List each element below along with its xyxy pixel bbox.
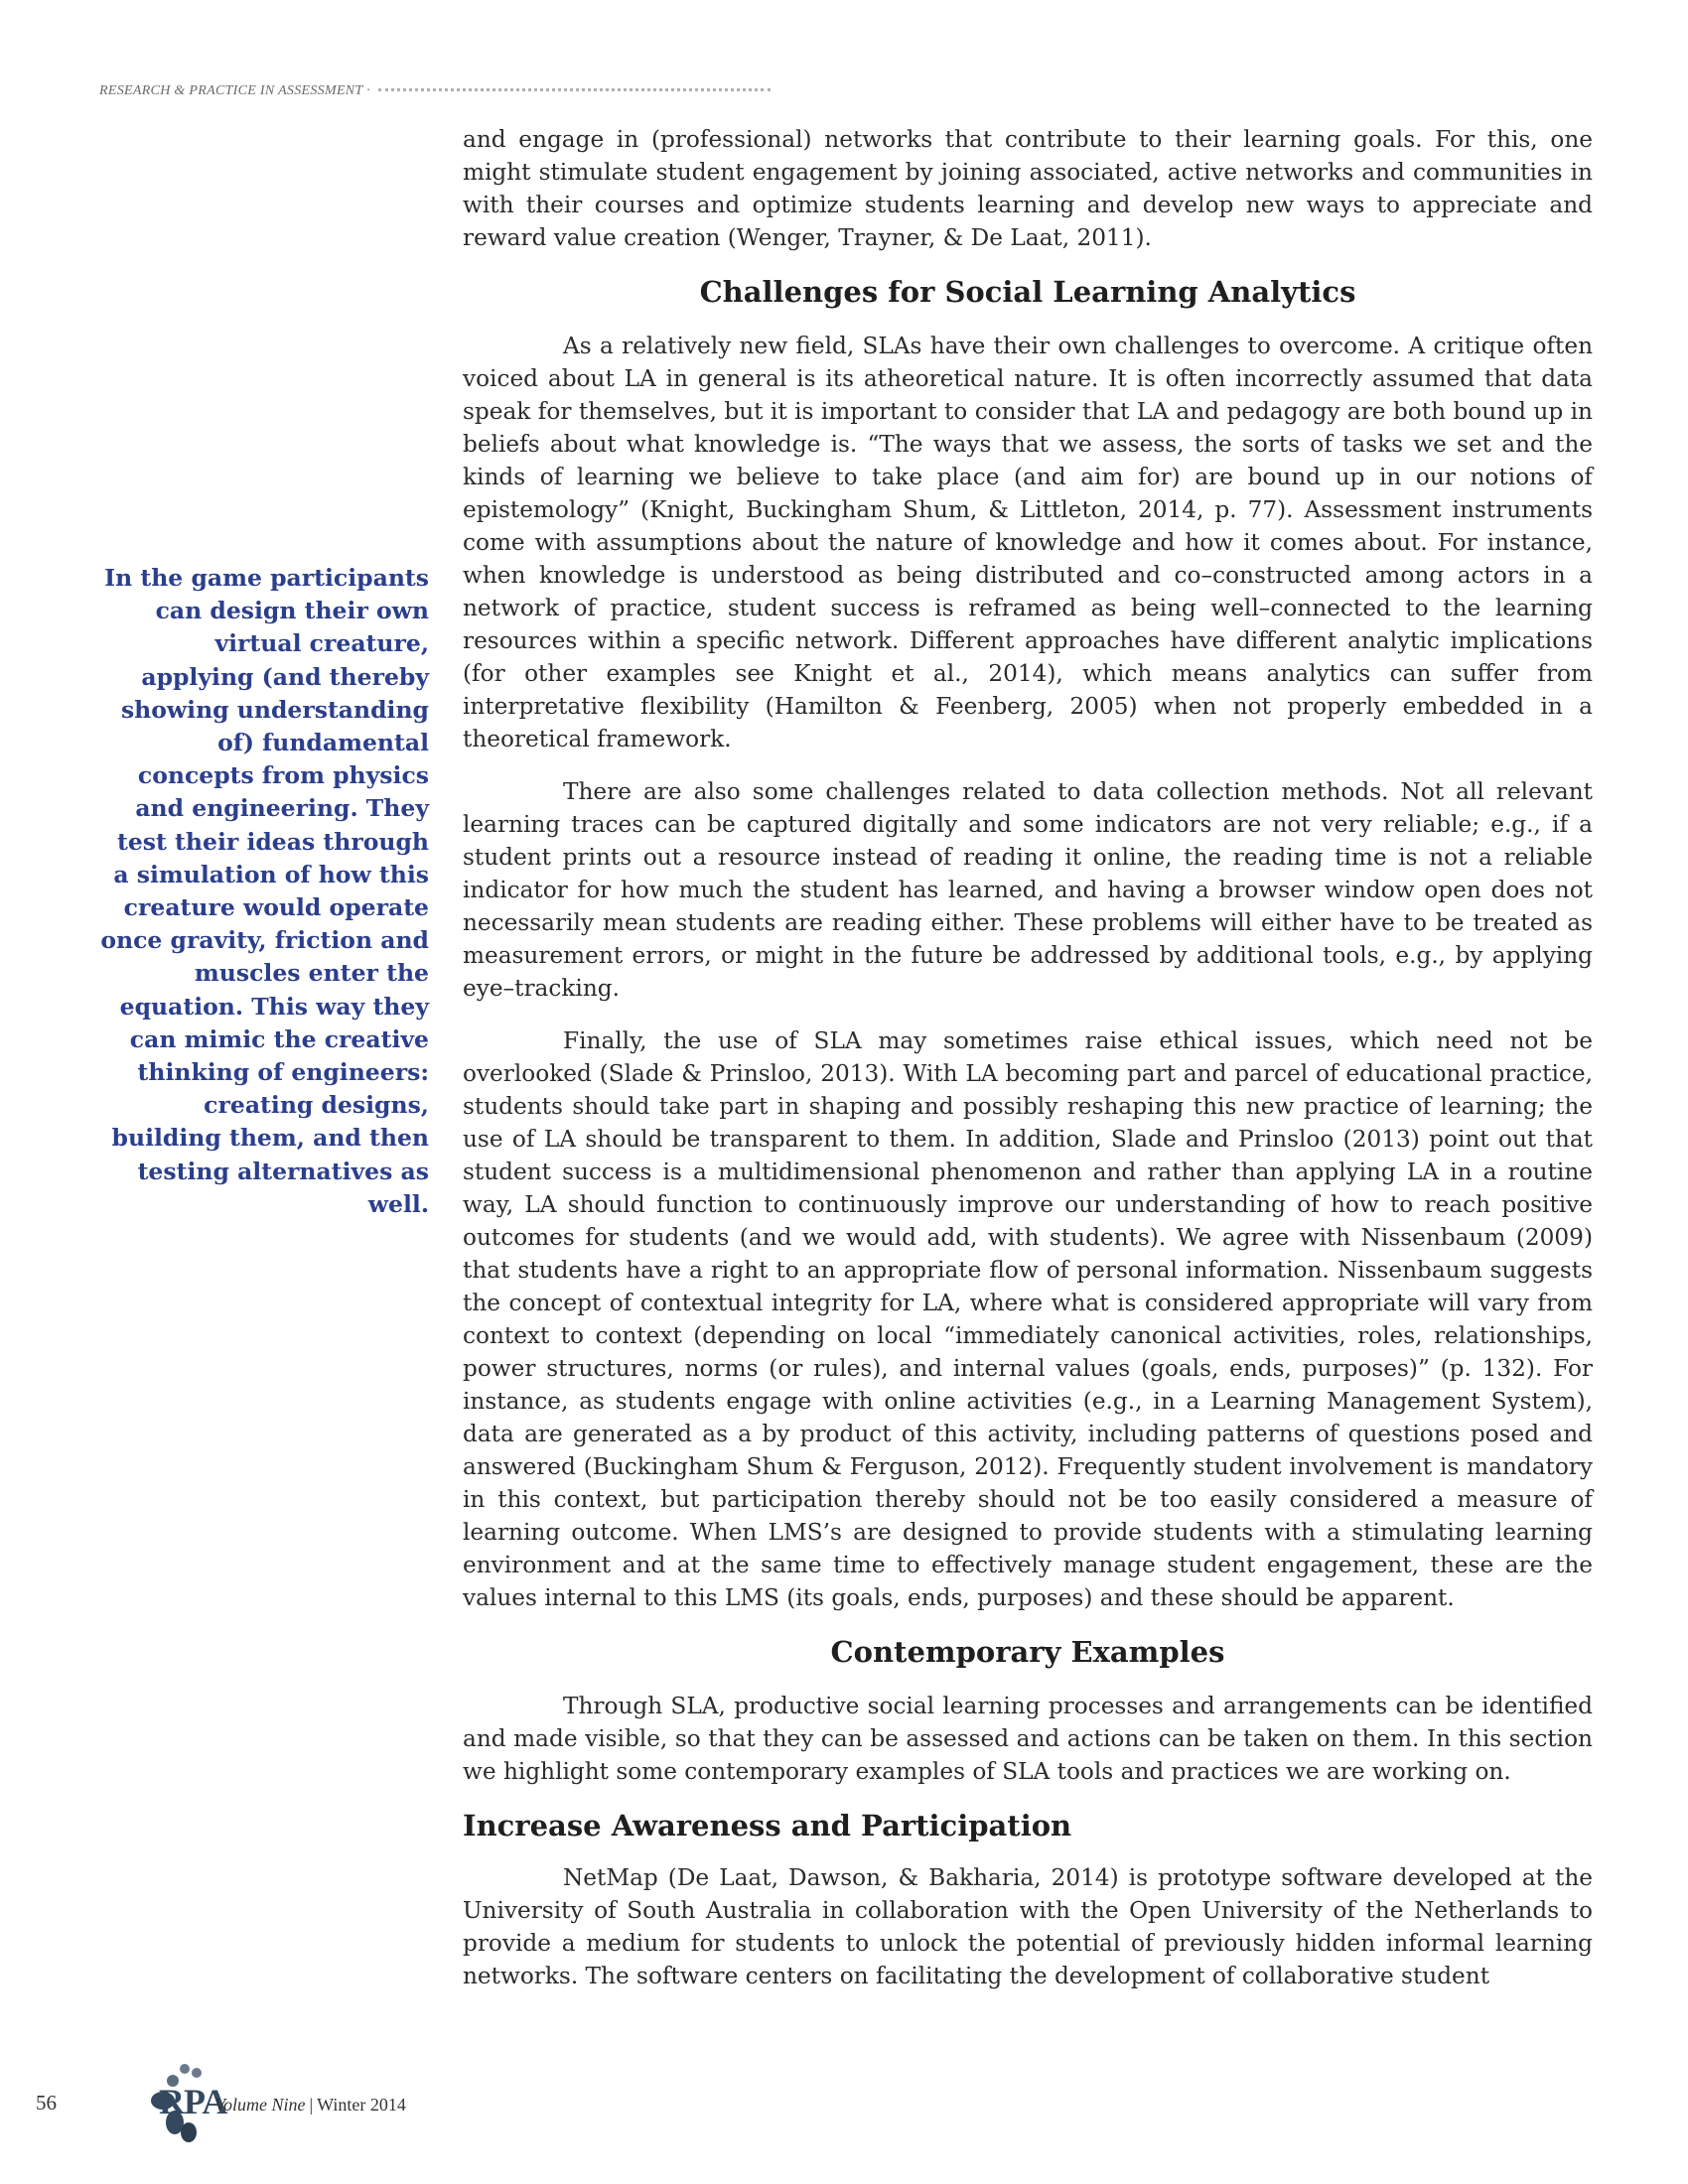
logo-text: RPA <box>159 2082 227 2121</box>
page-footer <box>36 2061 473 2150</box>
section-heading-challenges: Challenges for Social Learning Analytics <box>699 275 1356 309</box>
volume-info <box>214 2095 406 2116</box>
paragraph-challenges-1: As a relatively new field, SLAs have their own challenges to overcome. A critique often voiced about LA in general is its atheoretical nature. It is often incorrectly assumed that data speak for themselves, but it is important to consider that LA and pedagogy are both bound up in beliefs about what knowledge is. “The ways that we assess, the sorts of tasks we set and the kinds of learning we believe to take place (and aim for) are bound up in our notions of epistemology” (Knight, Buckingham Shum, & Littleton, 2014, p. 77). Assessment instruments come with assumptions about the nature of knowledge and how it comes about. For instance, when knowledge is understood as being distributed and co–constructed among actors in a network of practice, student success is reframed as being well–connected to the learning resources within a specific network. Different approaches have different analytic implications (for other examples see Knight et al., 2014), which means analytics can suffer from interpretative flexibility (Hamilton & Feenberg, 2005) when not properly embedded in a theoretical framework. <box>463 333 1593 752</box>
paragraph-challenges-2: There are also some challenges related to data collection methods. Not all relevant learning traces can be captured digitally and some indicators are not very reliable; e.g., if a student prints out a resource instead of reading it online, the reading time is not a reliable indicator for how much the student has learned, and having a browser window open does not necessarily mean students are reading either. These problems will either have to be treated as measurement errors, or might in the future be addressed by additional tools, e.g., by applying eye–tracking. <box>463 778 1593 1002</box>
journal-name: RESEARCH & PRACTICE IN ASSESSMENT · <box>99 83 370 98</box>
section-heading-examples: Contemporary Examples <box>830 1635 1225 1669</box>
main-column <box>463 123 1593 2012</box>
page-number: 56 <box>36 2091 57 2115</box>
paragraph-continued: and engage in (professional) networks that contribute to their learning goals. For this, one might stimulate student engagement by joining associated, active networks and communities in with their courses and optimize students learning and develop new ways to appreciate and reward value creation (Wenger, Trayner, & De Laat, 2011). <box>463 126 1593 251</box>
paragraph-challenges-3: Finally, the use of SLA may sometimes raise ethical issues, which need not be overlooked (Slade & Prinsloo, 2013). With LA becoming part and parcel of educational practice, students should take part in shaping and possibly reshaping this new practice of learning; the use of LA should be transparent to them. In addition, Slade and Prinsloo (2013) point out that student success is a multidimensional phenomenon and rather than applying LA in a routine way, LA should function to continuously improve our understanding of how to reach positive outcomes for students (and we would add, with students). We agree with Nissenbaum (2009) that students have a right to an appropriate flow of personal information. Nissenbaum suggests the concept of contextual integrity for LA, where what is considered appropriate will vary from context to context (depending on local “immediately canonical activities, roles, relationships, power structures, norms (or rules), and internal values (goals, ends, purposes)” (p. 132). For instance, as students engage with online activities (e.g., in a Learning Management System), data are generated as a by product of this activity, including patterns of questions posed and answered (Buckingham Shum & Ferguson, 2012). Frequently student involvement is mandatory in this context, but participation thereby should not be too easily considered a measure of learning outcome. When LMS’s are designed to provide students with a stimulating learning environment and at the same time to effectively manage student engagement, these are the values internal to this LMS (its goals, ends, purposes) and these should be apparent. <box>463 1027 1593 1611</box>
season-label: Winter 2014 <box>317 2095 406 2115</box>
paragraph-netmap: NetMap (De Laat, Dawson, & Bakharia, 2014) is prototype software developed at the University of South Australia in collaboration with the Open University of the Netherlands to provide a medium for students to unlock the potential of previously hidden informal learning networks. The software centers on facilitating the development of collaborative student <box>463 1864 1593 1989</box>
pull-quote: In the game participants can design their own virtual creature, applying (and thereby showing understanding of) fundamental concepts from physics and engineering. They test their ideas through a simulation of how this creature would operate once gravity, friction and muscles enter the equation. This way they can mimic the creative thinking of engineers: creating designs, building them, and then testing alternatives as well. <box>100 564 429 1218</box>
running-header <box>99 83 771 99</box>
header-dotted-rule <box>378 88 771 91</box>
volume-separator: | <box>309 2095 314 2115</box>
volume-label: Volume Nine <box>214 2095 306 2115</box>
paragraph-examples: Through SLA, productive social learning processes and arrangements can be identified and made visible, so that they can be assessed and actions can be taken on them. In this section we highlight some contemporary examples of SLA tools and practices we are working on. <box>463 1693 1593 1785</box>
subsection-heading-awareness: Increase Awareness and Participation <box>463 1809 1072 1843</box>
